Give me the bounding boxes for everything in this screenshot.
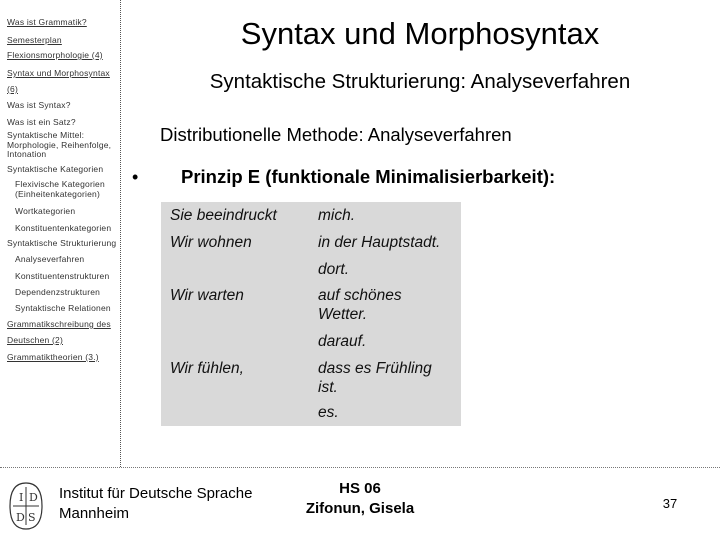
table-cell-col2: mich. (318, 207, 356, 224)
table-cell-col2: dort. (318, 261, 350, 278)
sidebar-item-konstituentenstrukturen[interactable]: Konstituentenstrukturen (15, 271, 110, 281)
table-cell-col1: Wir fühlen, (170, 360, 244, 377)
sidebar-item-analyseverfahren[interactable]: Analyseverfahren (15, 254, 85, 264)
sidebar-item-was-ist-grammatik[interactable]: Was ist Grammatik? (7, 17, 87, 27)
sidebar-nav (0, 0, 121, 467)
sidebar-item-wortkategorien[interactable]: Wortkategorien (15, 206, 76, 216)
sidebar-item-semesterplan[interactable]: Semesterplan (7, 35, 62, 45)
sidebar-item-syntaktische-relationen[interactable]: Syntaktische Relationen (15, 303, 111, 313)
sidebar-item-syntaktische-strukturierung[interactable]: Syntaktische Strukturierung (7, 238, 117, 248)
example-table (161, 202, 461, 426)
table-cell-col1: Wir warten (170, 287, 244, 304)
svg-text:D: D (29, 491, 38, 504)
table-cell-col2: es. (318, 404, 339, 421)
institute-line-1: Institut für Deutsche Sprache (59, 485, 253, 502)
section-heading: Distributionelle Methode: Analyseverfahren (160, 124, 512, 145)
page-number: 37 (662, 496, 678, 511)
course-info (296, 479, 424, 519)
svg-text:I: I (19, 491, 24, 504)
sidebar-item-was-ist-ein-satz[interactable]: Was ist ein Satz? (7, 117, 76, 127)
institute-name (59, 484, 252, 524)
table-cell-col2: in der Hauptstadt. (318, 234, 441, 251)
table-cell-col1: Wir wohnen (170, 234, 252, 251)
ids-logo-icon (7, 481, 45, 531)
table-cell-col1: Sie beeindruckt (170, 207, 277, 224)
sidebar-item-konstituentenkategorien[interactable]: Konstituentenkategorien (15, 223, 112, 233)
bullet-marker: • (132, 167, 139, 187)
svg-text:D: D (16, 511, 25, 524)
slide-title: Syntax und Morphosyntax (240, 16, 600, 51)
author-name: Zifonun, Gisela (305, 500, 415, 517)
sidebar-item-syntax-number[interactable]: (6) (7, 84, 18, 94)
sidebar-item-grammatikschreibung[interactable]: Grammatikschreibung des (7, 319, 111, 329)
footer-divider (0, 467, 720, 468)
sidebar-item-grammatikschreibung-deutschen[interactable]: Deutschen (2) (7, 335, 63, 345)
table-cell-col2: darauf. (318, 333, 367, 350)
sidebar-item-syntaktische-mittel[interactable]: Syntaktische Mittel: Morphologie, Reihenfolge, Intonation (7, 130, 112, 159)
sidebar-item-flexionsmorphologie[interactable]: Flexionsmorphologie (4) (7, 50, 103, 60)
principle-heading: Prinzip E (funktionale Minimalisierbarkeit): (181, 166, 556, 187)
sidebar-item-was-ist-syntax[interactable]: Was ist Syntax? (7, 100, 71, 110)
sidebar-item-syntax-und-morphosyntax[interactable]: Syntax und Morphosyntax (7, 68, 110, 78)
course-code: HS 06 (339, 480, 381, 497)
slide-subtitle: Syntaktische Strukturierung: Analyseverfahren (209, 70, 631, 93)
sidebar-item-grammatiktheorien[interactable]: Grammatiktheorien (3.) (7, 352, 99, 362)
table-cell-col2: dass es Frühling ist. (318, 360, 432, 396)
institute-line-2: Mannheim (59, 505, 130, 522)
svg-text:S: S (28, 511, 36, 524)
sidebar-item-syntaktische-kategorien[interactable]: Syntaktische Kategorien (7, 164, 104, 174)
table-cell-col2: auf schönes Wetter. (318, 287, 402, 323)
sidebar-item-dependenzstrukturen[interactable]: Dependenzstrukturen (15, 287, 101, 297)
sidebar-divider (120, 0, 121, 467)
sidebar-item-flexivische-kategorien[interactable]: Flexivische Kategorien (Einheitenkategorien) (15, 179, 105, 199)
